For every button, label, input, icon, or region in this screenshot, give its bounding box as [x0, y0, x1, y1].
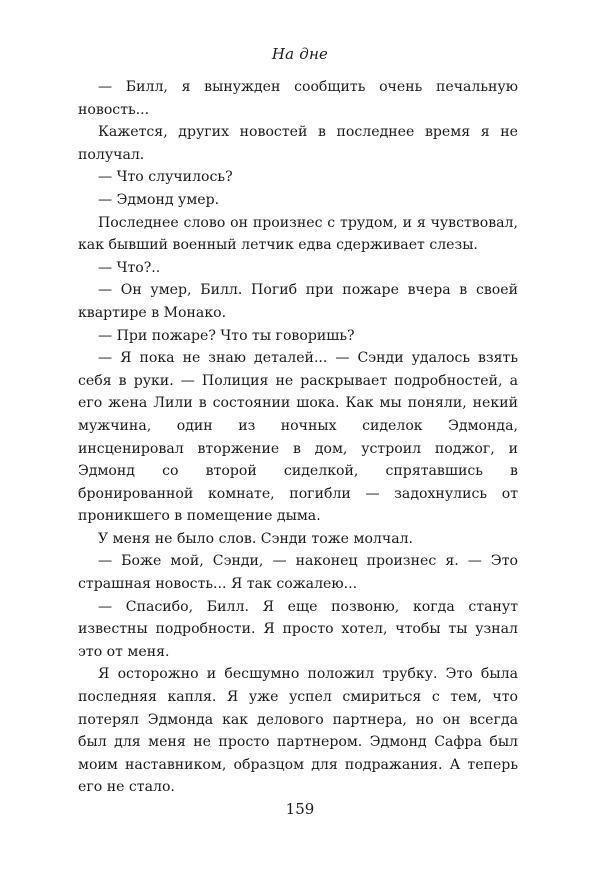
- paragraph: Кажется, других новостей в последнее время я не получал.: [78, 124, 518, 163]
- body-text: [78, 76, 518, 799]
- paragraph: — Билл, я вынужден сообщить очень печальную новость...: [78, 79, 518, 118]
- paragraph: — Боже мой, Сэнди, — наконец произнес я. — Это страшная новость... Я так сожалею...: [78, 553, 518, 593]
- paragraph: — Что?..: [98, 259, 161, 276]
- paragraph: Последнее слово он произнес с трудом, и я чувствовал, как бывший военный летчик едва сдерживает слезы.: [78, 214, 518, 254]
- page-number: 159: [285, 800, 315, 818]
- paragraph: — Эдмонд умер.: [98, 191, 220, 208]
- paragraph: — Что случилось?: [98, 169, 233, 186]
- paragraph: — Спасибо, Билл. Я еще позвоню, когда станут известны подробности. Я просто хотел, чтобы ты узнал это от меня.: [78, 598, 518, 660]
- paragraph: — Он умер, Билл. Погиб при пожаре вчера в своей квартире в Монако.: [78, 282, 518, 321]
- paragraph: У меня не было слов. Сэнди тоже молчал.: [98, 530, 414, 547]
- paragraph: — При пожаре? Что ты говоришь?: [98, 327, 355, 344]
- paragraph: — Я пока не знаю деталей... — Сэнди удалось взять себя в руки. — Полиция не раскрывает подробностей, а его жена Лили в состоянии шока. Как мы поняли, некий мужчина, один из ночных сиделок Эдмонда, инсценировал вторжение в дом, устроил поджог, и Эдмонд со второй сиделкой, спрятавшись в бронированной комнате, погибли — задохнулись от проникшего в помещение дыма.: [78, 350, 518, 525]
- paragraph: Я осторожно и бесшумно положил трубку. Это была последняя капля. Я уже успел смириться с тем, что потерял Эдмонда как делового партнера, но он всегда был для меня не просто партнером. Эдмонд Сафра был моим наставником, образцом для подражания. А теперь его не стало.: [78, 666, 518, 796]
- running-head: На дне: [271, 45, 329, 63]
